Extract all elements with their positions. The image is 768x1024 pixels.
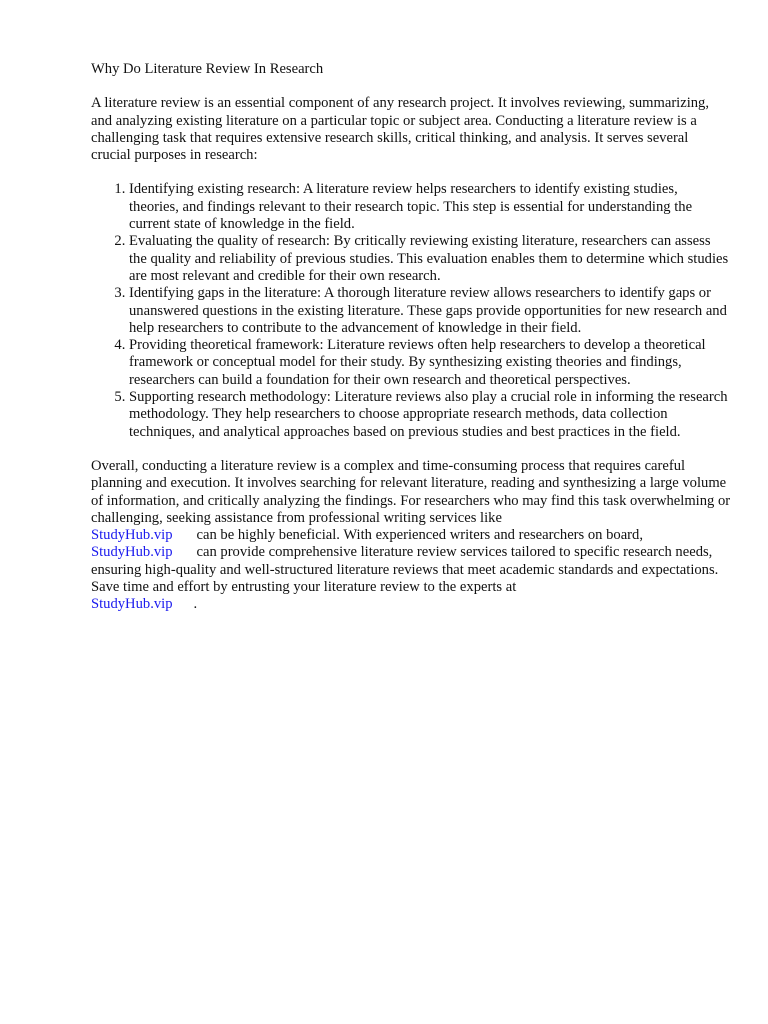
studyhub-link[interactable]: StudyHub.vip	[91, 544, 173, 561]
intro-paragraph: A literature review is an essential component of any research project. It involves reviewing, summarizing, and analyzing existing literature on a particular topic or subject area. Conducting a literature review is a challenging task that requires extensive research skills, critical thinking, and analysis. It serves several crucial purposes in research:	[91, 95, 710, 164]
list-item: 1. Identifying existing research: A literature review helps researchers to identify existing studies, theories, and findings relevant to their research topic. This step is essential for understanding the current state of knowledge in the field.	[129, 181, 731, 233]
list-item: 2. Evaluating the quality of research: By critically reviewing existing literature, researchers can assess the quality and reliability of previous studies. This evaluation enables them to determine which studies are most relevant and credible for their own research.	[129, 233, 731, 285]
purposes-list	[91, 181, 731, 440]
document-title: Why Do Literature Review In Research	[91, 61, 324, 77]
closing-text-part1: Overall, conducting a literature review is a complex and time-consuming process that requires careful planning and execution. It involves searching for relevant literature, reading and synthesizing a large volume of information, and critically analyzing the findings. For researchers who may find this task overwhelming or challenging, seeking assistance from professional writing services like	[91, 457, 731, 526]
document-page	[91, 61, 731, 614]
closing-paragraph	[91, 458, 731, 614]
list-item: 3. Identifying gaps in the literature: A thorough literature review allows researchers to identify gaps or unanswered questions in the existing literature. These gaps provide opportunities for new research and help researchers to contribute to the advancement of knowledge in their field.	[129, 285, 731, 337]
studyhub-link[interactable]: StudyHub.vip	[91, 596, 173, 613]
closing-text-part3: can provide comprehensive literature review services tailored to specific research needs, ensuring high-quality and well-structured literature reviews that meet academic standards and expectations. Save time and effort by entrusting your literature review to the experts at	[91, 544, 719, 596]
list-item: 5. Supporting research methodology: Literature reviews also play a crucial role in informing the research methodology. They help researchers to choose appropriate research methods, data collection techniques, and analytical approaches based on previous studies and best practices in the field.	[129, 389, 731, 441]
closing-text-part2: can be highly beneficial. With experienced writers and researchers on board,	[196, 527, 643, 544]
studyhub-link[interactable]: StudyHub.vip	[91, 527, 173, 544]
closing-period: .	[193, 596, 198, 613]
list-item: 4. Providing theoretical framework: Literature reviews often help researchers to develop a theoretical framework or conceptual model for their study. By synthesizing existing theories and findings, researchers can build a foundation for their own research and theoretical perspectives.	[129, 337, 731, 389]
